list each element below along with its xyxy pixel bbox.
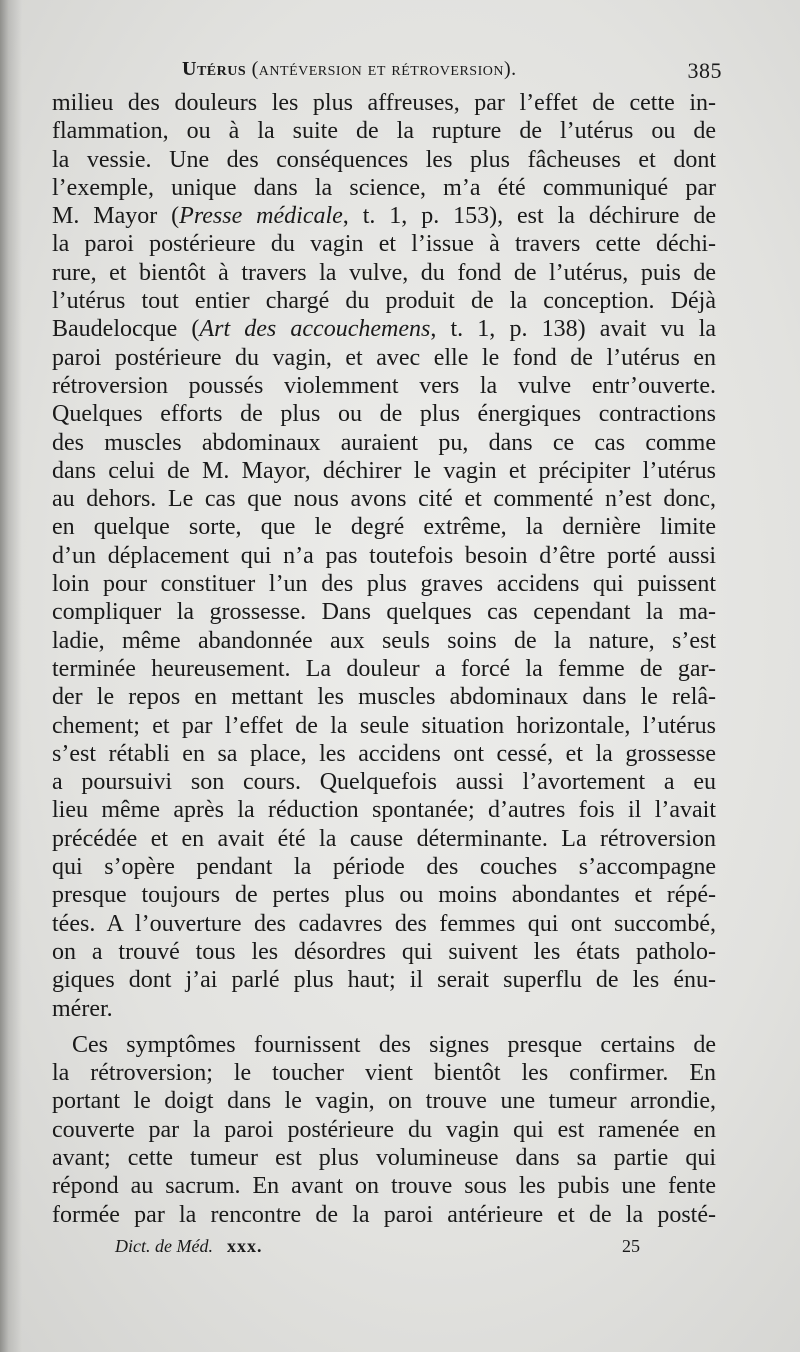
- text-line: M. Mayor (Presse médicale, t. 1, p. 153), est la déchirure de: [52, 203, 716, 230]
- text-line: ladie, même abandonnée aux seuls soins de la nature, s’est: [52, 627, 716, 654]
- text-line: terminée heureusement. La douleur a forcé la femme de gar-: [52, 655, 716, 682]
- text-line: portant le doigt dans le vagin, on trouve une tumeur arrondie,: [52, 1088, 716, 1115]
- text-line: Ces symptômes fournissent des signes presque certains de: [72, 1031, 716, 1058]
- text-line: précédée et en avait été la cause déterminante. La rétroversion: [52, 825, 716, 852]
- text-line: paroi postérieure du vagin, et avec elle le fond de l’utérus en: [52, 344, 716, 371]
- signature-title: Dict. de Méd.: [115, 1236, 213, 1256]
- signature-mark: [115, 1236, 262, 1257]
- cited-work-title: Presse médicale: [179, 203, 343, 230]
- text-line: rure, et bientôt à travers la vulve, du fond de l’utérus, puis de: [52, 259, 716, 286]
- text-line: dans celui de M. Mayor, déchirer le vagin et précipiter l’utérus: [52, 457, 716, 484]
- text-line: rétroversion poussés violemment vers la vulve entr’ouverte.: [52, 372, 716, 399]
- text-line: qui s’opère pendant la période des couches s’accompagne: [52, 854, 716, 881]
- text-line: la rétroversion; le toucher vient bientôt les confirmer. En: [52, 1060, 716, 1087]
- text-line: compliquer la grossesse. Dans quelques cas cependant la ma-: [52, 599, 716, 626]
- running-title-rest: (antéversion et rétroversion).: [246, 58, 517, 80]
- signature-volume: xxx.: [226, 1236, 263, 1256]
- text-line: s’est rétabli en sa place, les accidens ont cessé, et la grossesse: [52, 740, 716, 767]
- text-line: d’un déplacement qui n’a pas toutefois besoin d’être porté aussi: [52, 542, 716, 569]
- page-number: 385: [687, 58, 722, 83]
- text-line: presque toujours de pertes plus ou moins abondantes et répé-: [52, 882, 716, 909]
- text-line: flammation, ou à la suite de la rupture de l’utérus ou de: [52, 118, 716, 145]
- text-line: Baudelocque (Art des accouchemens, t. 1, p. 138) avait vu la: [52, 316, 716, 343]
- running-title: [182, 58, 517, 81]
- text-line: giques dont j’ai parlé plus haut; il serait superflu de les énu-: [52, 967, 716, 994]
- text-line: la paroi postérieure du vagin et l’issue à travers cette déchi-: [52, 231, 716, 258]
- text-line: avant; cette tumeur est plus volumineuse dans sa partie qui: [52, 1144, 716, 1171]
- paragraph: [52, 89, 716, 1023]
- sheet-number: 25: [622, 1236, 640, 1256]
- text-line: des muscles abdominaux auraient pu, dans ce cas comme: [52, 429, 716, 456]
- text-line: lieu même après la réduction spontanée; d’autres fois il l’avait: [52, 797, 716, 824]
- paragraph-gap: [52, 1023, 716, 1031]
- text-line: tées. A l’ouverture des cadavres des femmes qui ont succombé,: [52, 910, 716, 937]
- text-line: la vessie. Une des conséquences les plus fâcheuses et dont: [52, 146, 716, 173]
- text-line: on a trouvé tous les désordres qui suivent les états patholo-: [52, 938, 716, 965]
- body-text: [52, 89, 716, 1229]
- paragraph: [52, 1031, 716, 1229]
- text-line: chement; et par l’effet de la seule situation horizontale, l’utérus: [52, 712, 716, 739]
- text-line: a poursuivi son cours. Quelquefois aussi l’avortement a eu: [52, 769, 716, 796]
- text-line: couverte par la paroi postérieure du vagin qui est ramenée en: [52, 1116, 716, 1143]
- page-header: [182, 58, 722, 88]
- text-line: milieu des douleurs les plus affreuses, par l’effet de cette in-: [52, 90, 716, 116]
- text-line: Quelques efforts de plus ou de plus énergiques contractions: [52, 401, 716, 428]
- text-line: en quelque sorte, que le degré extrême, la dernière limite: [52, 514, 716, 541]
- page-footer: [115, 1236, 640, 1262]
- text-line: der le repos en mettant les muscles abdominaux dans le relâ-: [52, 684, 716, 711]
- text-line: loin pour constituer l’un des plus graves accidens qui puissent: [52, 571, 716, 598]
- text-line: mérer.: [52, 995, 113, 1022]
- cited-work-title: Art des accouchemens: [199, 316, 431, 343]
- running-title-main: Utérus: [182, 58, 247, 80]
- text-line: l’exemple, unique dans la science, m’a été communiqué par: [52, 174, 716, 201]
- text-line: répond au sacrum. En avant on trouve sous les pubis une fente: [52, 1173, 716, 1200]
- text-line: l’utérus tout entier chargé du produit de la conception. Déjà: [52, 288, 716, 315]
- text-line: formée par la rencontre de la paroi antérieure et de la posté-: [52, 1201, 716, 1228]
- text-line: au dehors. Le cas que nous avons cité et commenté n’est donc,: [52, 486, 716, 513]
- page-gutter-shadow: [0, 0, 22, 1352]
